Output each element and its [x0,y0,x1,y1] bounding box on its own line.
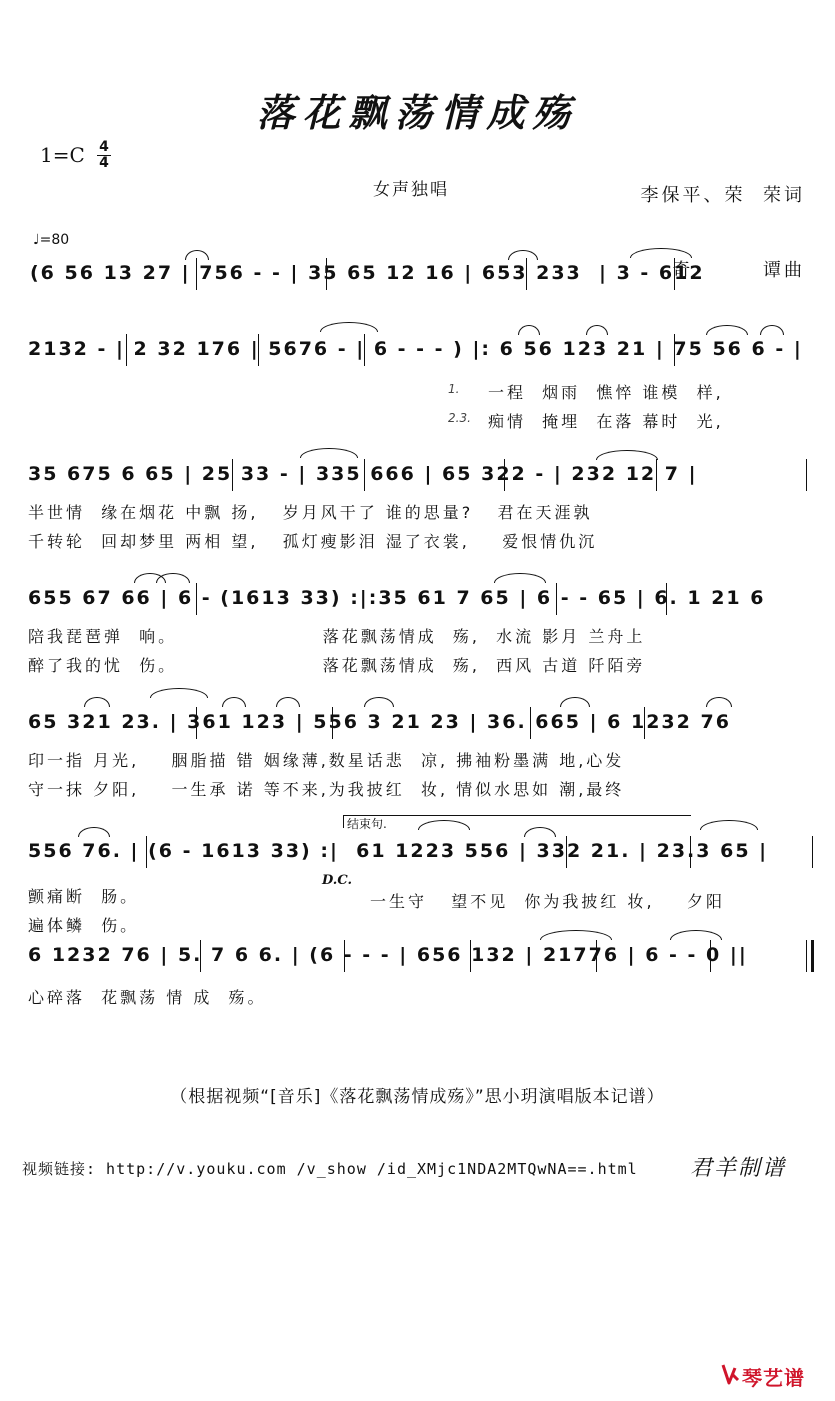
score-row-3: 35 675 6 65 | 25 33 - | 335 666 | 65 322 - | 232 12 7 | [28,463,698,485]
barline [566,836,567,868]
ending-bracket [343,815,691,828]
slur [508,250,538,260]
voice-type: 女声独唱 [373,180,449,200]
lyricist-credit: 李保平、荣 荣词 [640,185,805,206]
barline [232,459,233,491]
transcriber-signature: 君羊制谱 [690,1156,787,1181]
slur [524,827,556,837]
barline [200,940,201,972]
slur [364,697,394,707]
da-capo-marking: D.C. [322,873,352,888]
lyric-line: 心碎落 花飘荡 情 成 殇。 [28,988,267,1007]
slur [84,697,110,707]
lyric-line: 守一抹 夕阳, 一生承 诺 等不来,为我披红 妆, 情似水思如 潮,最终 [28,780,625,799]
slur [596,450,658,460]
barline [470,940,471,972]
barline [556,583,557,615]
barline [126,334,127,366]
key-signature: 1=C [40,143,85,167]
slur [706,325,748,335]
lyric-line: 陪我琵琶弹 响。 落花飘荡情成 殇, 水流 影月 兰舟上 [28,627,646,646]
barline [344,940,345,972]
lyric-line: 一程 烟雨 憔悴 谁模 样, [488,383,724,402]
tempo-marking: ♩=80 [33,232,70,248]
slur [494,573,546,583]
lyric-line: 醉了我的忧 伤。 落花飘荡情成 殇, 西风 古道 阡陌旁 [28,656,646,675]
lyric-line: 千转轮 回却梦里 两相 望, 孤灯瘦影泪 湿了衣裳, 爱恨情仇沉 [28,532,598,551]
brand-logo [720,1360,820,1388]
barline [364,334,365,366]
transcription-source-note: （根据视频“[音乐]《落花飘荡情成殇》”思小玥演唱版本记谱） [170,1087,665,1107]
barline [258,334,259,366]
time-signature [97,140,111,171]
barline [526,258,527,290]
slur [540,930,612,940]
barline [596,940,597,972]
video-link[interactable]: 视频链接: http://v.youku.com /v_show /id_XMjc1NDA2MTQwNA==.html [22,1160,638,1178]
slur [156,573,190,583]
barline [812,836,813,868]
final-barline [811,940,814,972]
slur [760,325,784,335]
score-row-5: 65 321 23. | 361 123 | 556 3 21 23 | 36. 665 | 6 1232 76 [28,711,731,733]
barline [332,707,333,739]
slur [320,322,378,332]
slur [670,930,722,940]
slur [222,697,246,707]
page-title: 落花飘荡情成殇 [256,90,579,135]
lyric-line: 一生守 望不见 你为我披红 妆, 夕阳 [370,892,725,911]
barline [196,707,197,739]
slur [276,697,300,707]
brand-name: 琴艺谱 [742,1366,805,1390]
composer-credit: 奇 谭曲 [672,260,805,281]
time-signature-bottom: 4 [99,155,109,171]
score-row-7: 6 1232 76 | 5. 7 6 6. | (6 - - - | 656 132 | 21776 | 6 - - 0 || [28,944,748,966]
verse-number-1: 1. [448,382,460,396]
verse-number-2: 2.3. [448,411,471,425]
barline [196,258,197,290]
score-row-2: 2132 - | 2 32 176 | 5676 - | 6 - - - ) |: 6 56 123 21 | 75 56 6 - | [28,338,803,360]
slur [518,325,540,335]
slur [700,820,758,830]
barline [690,836,691,868]
slur [586,325,608,335]
barline [196,583,197,615]
barline [326,258,327,290]
barline [530,707,531,739]
barline [674,334,675,366]
barline [656,459,657,491]
lyric-line: 颤痛断 肠。 [28,887,140,906]
barline [644,707,645,739]
brand-logo-icon [720,1362,740,1386]
lyric-line: 遍体鳞 伤。 [28,916,140,935]
barline [666,583,667,615]
barline [710,940,711,972]
barline [674,258,675,290]
score-row-1: (6 56 13 27 | 756 - - | 35 65 12 16 | 653 233 | 3 - 612 [30,262,705,284]
slur [185,250,209,260]
slur [706,697,732,707]
slur [150,688,208,698]
score-row-4: 655 67 66 | 6 - (1613 33) :|:35 61 7 65 | 6 - - 65 | 6. 1 21 6 [28,587,766,609]
slur [300,448,358,458]
slur [78,827,110,837]
slur [560,697,590,707]
lyric-line: 半世情 缘在烟花 中飘 扬, 岁月风干了 谁的思量? 君在天涯孰 [28,503,593,522]
lyric-line: 痴情 掩埋 在落 幕时 光, [488,412,724,431]
barline [146,836,147,868]
barline [364,459,365,491]
barline [504,459,505,491]
score-row-6: 556 76. | (6 - 1613 33) :| 61 1223 556 | 332 21. | 23.3 65 | [28,840,769,862]
time-signature-top: 4 [99,139,109,155]
ending-label: 结束句. [347,817,387,831]
barline [806,459,807,491]
barline [806,940,807,972]
lyric-line: 印一指 月光, 胭脂描 错 姻缘薄,数星话悲 凉, 拂袖粉墨满 地,心发 [28,751,625,770]
